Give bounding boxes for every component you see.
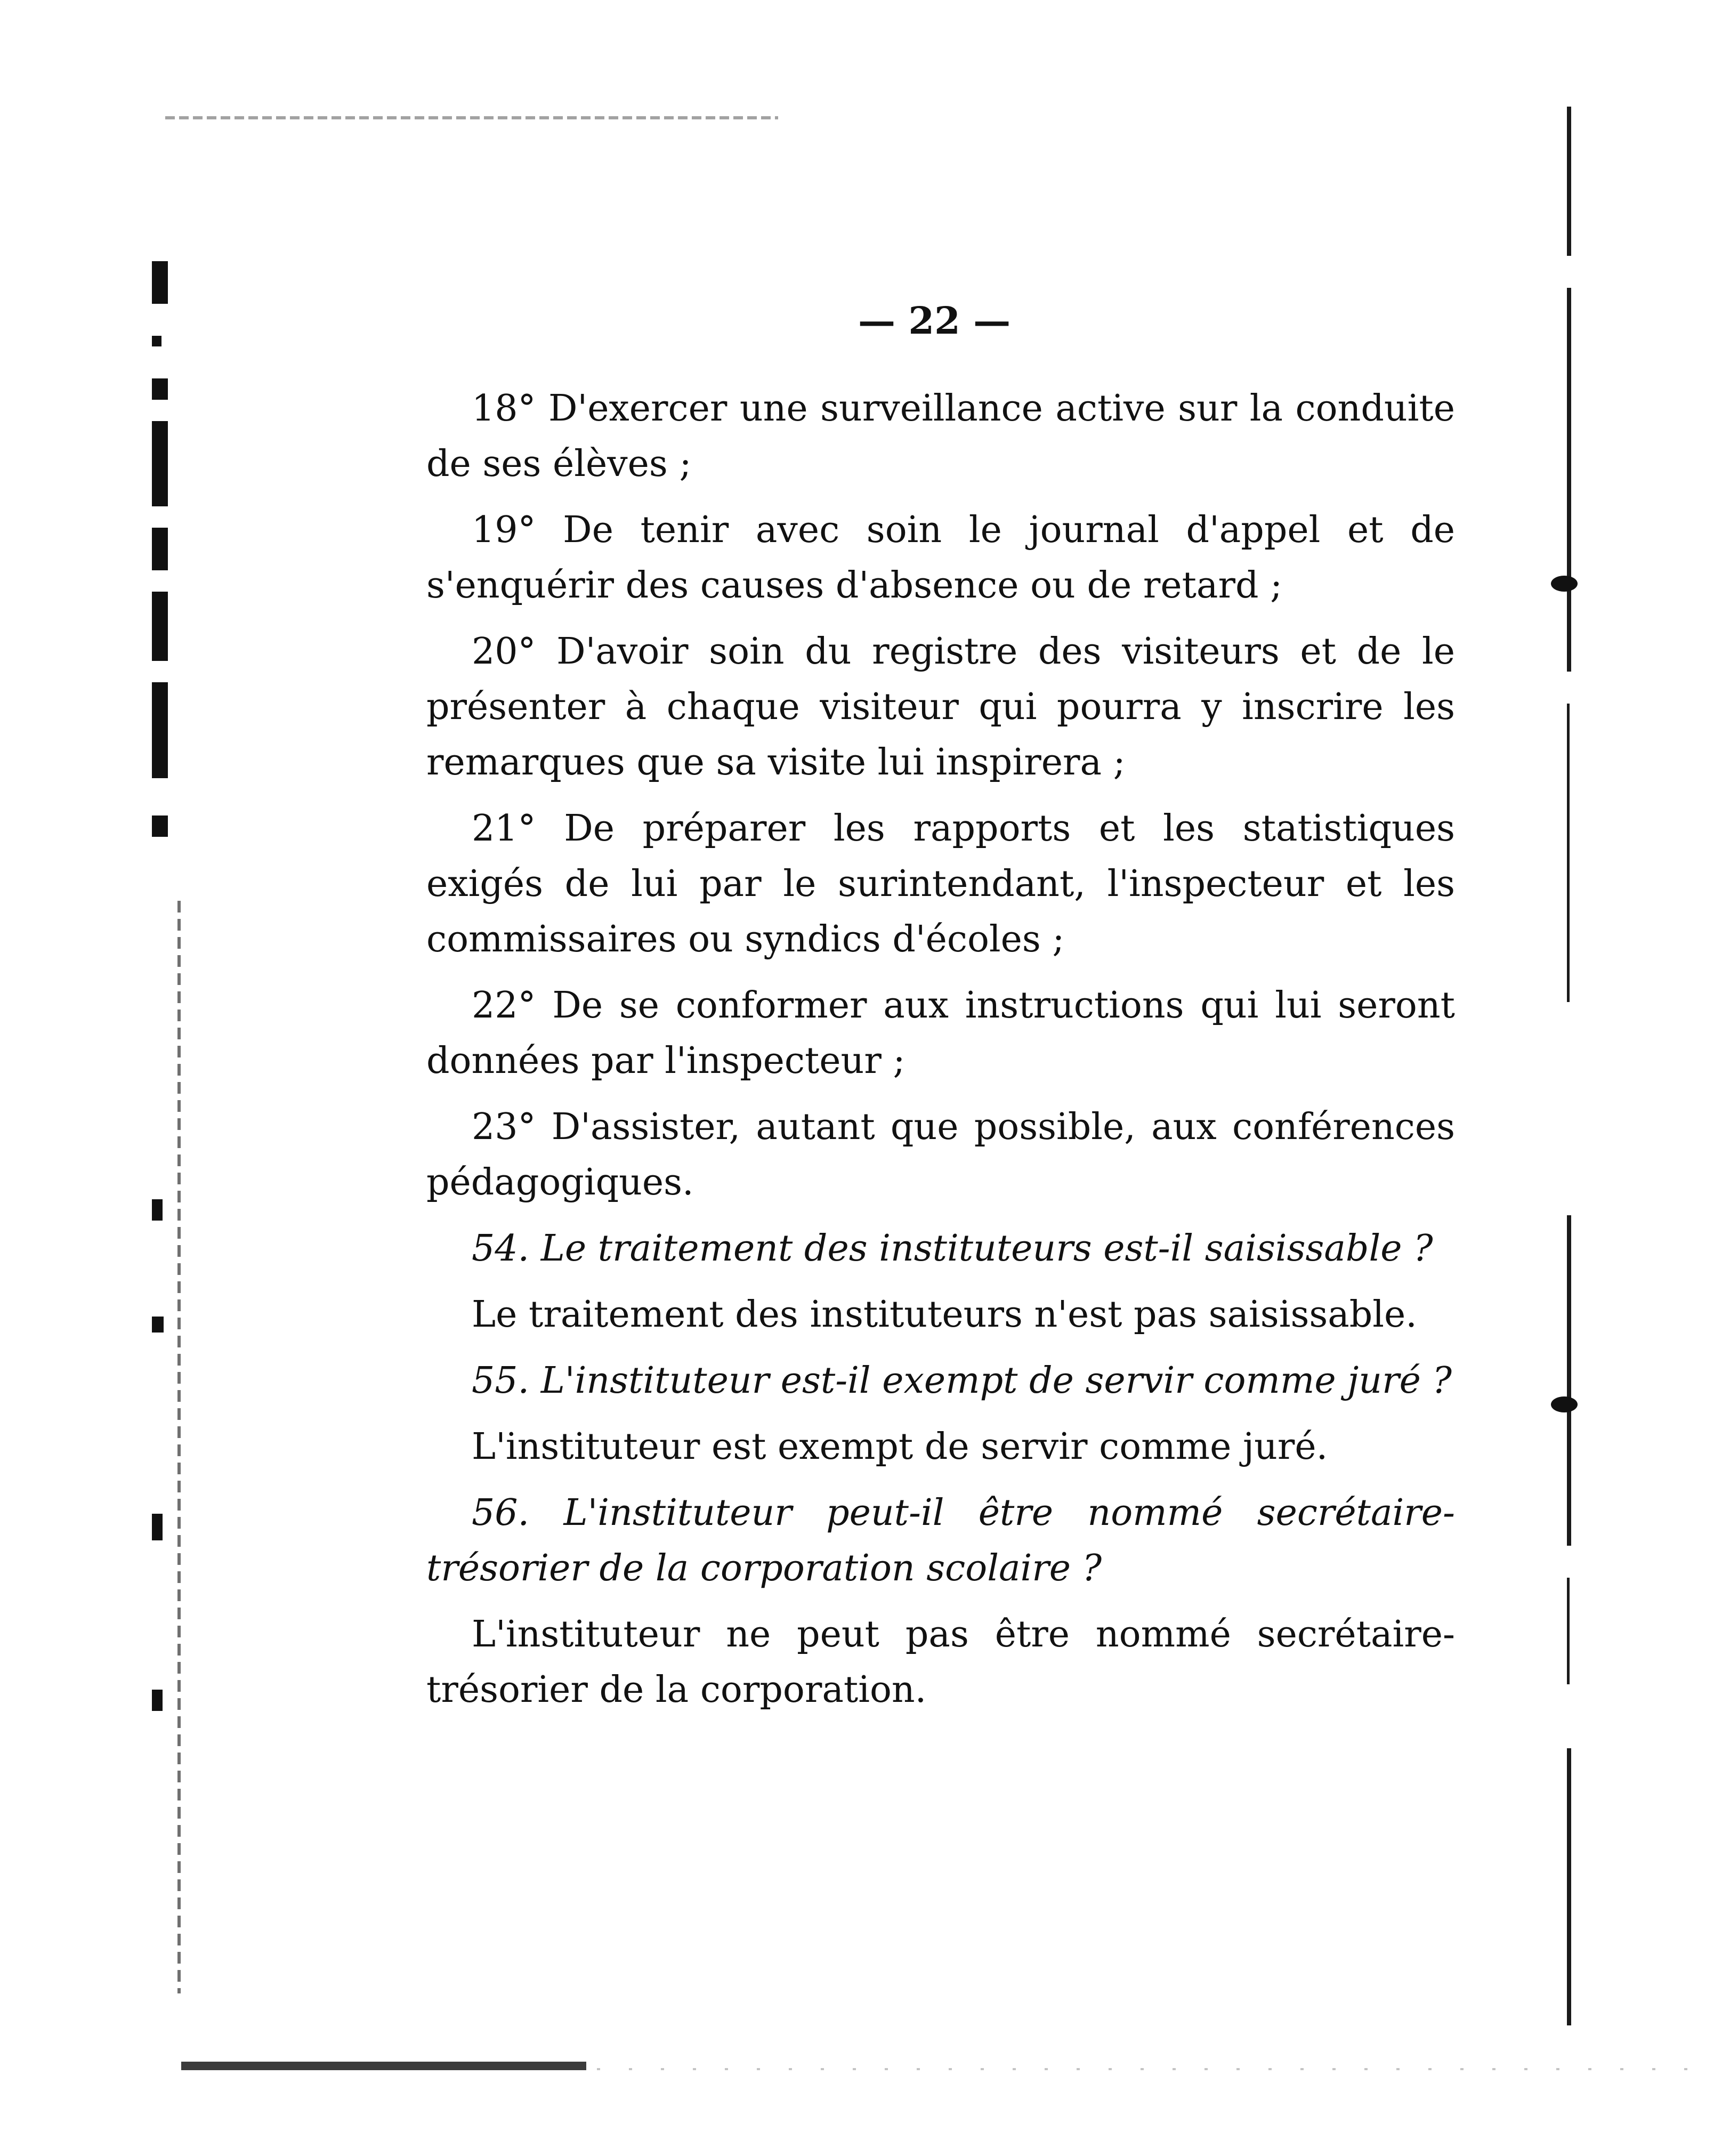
paragraph-21: 21° De préparer les rapports et les statistiques exigés de lui par le surintendant, l'inspecteur et les commissaires ou syndics d'écoles ; xyxy=(426,808,1455,960)
answer-56: L'instituteur ne peut pas être nommé secrétaire-trésorier de la corporation. xyxy=(426,1613,1455,1711)
page-number: — 22 — xyxy=(858,298,1011,343)
text-body xyxy=(426,381,1455,1729)
paragraph-20: 20° D'avoir soin du registre des visiteurs et de le présenter à chaque visiteur qui pourra y inscrire les remarques que sa visite lui inspirera ; xyxy=(426,631,1455,784)
question-54: 54. Le traitement des instituteurs est-il saisissable ? xyxy=(472,1228,1433,1270)
question-56: 56. L'instituteur peut-il être nommé secrétaire-trésorier de la corporation scolaire ? xyxy=(426,1492,1455,1589)
paragraph-18: 18° D'exercer une surveillance active sur la conduite de ses élèves ; xyxy=(426,387,1455,485)
paragraph-23: 23° D'assister, autant que possible, aux conférences pédagogiques. xyxy=(426,1106,1455,1204)
scan-artifact-bottom xyxy=(181,2062,586,2070)
right-binding-edge xyxy=(1562,107,1578,2036)
paragraph-22: 22° De se conformer aux instructions qui lui seront données par l'inspecteur ; xyxy=(426,984,1455,1082)
scan-artifact-top xyxy=(165,116,778,119)
question-55: 55. L'instituteur est-il exempt de servir comme juré ? xyxy=(472,1360,1452,1402)
answer-55: L'instituteur est exempt de servir comme juré. xyxy=(472,1426,1328,1468)
scan-artifact-bottom-dots xyxy=(597,2068,1716,2070)
left-binding-edge xyxy=(136,261,184,1993)
paragraph-19: 19° De tenir avec soin le journal d'appel et de s'enquérir des causes d'absence ou de retard ; xyxy=(426,509,1455,607)
answer-54: Le traitement des instituteurs n'est pas saisissable. xyxy=(472,1294,1417,1336)
